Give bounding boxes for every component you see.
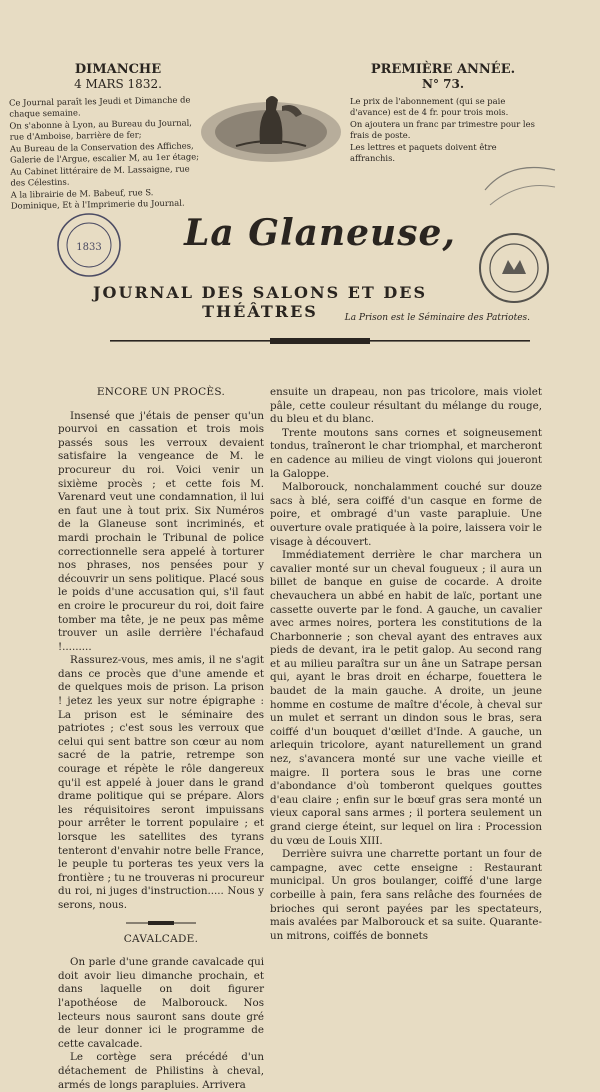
corner-stamp-icon — [480, 160, 560, 220]
article-paragraph: Derrière suivra une charrette portant un four de campagne, avec cette enseigne : Restaurant municipal. Un gros boulanger, coiffé d'une large corbeille à pain, fera sans relâche des fournées de brioches qui seront payées par les spectateurs, mais avalées par Malborouck et sa suite. Quarante-un mitrons, coiffés de bonnets — [270, 848, 542, 942]
royal-stamp-icon — [476, 230, 552, 306]
gleaner-vignette-icon — [196, 86, 346, 170]
header-rule — [110, 338, 530, 344]
article-paragraph: Immédiatement derrière le char marchera un cavalier monté sur un cheval fougueux ; il aura un billet de banque en guise de cocarde. A droite chevauchera un abbé en habit de laïc, portant une cassette ouverte par le fond. A gauche, un cavalier avec armes noires, portera les constitutions de la Charbonnerie ; son cheval ayant des entraves aux pieds de devant, ira le petit galop. Au second rang et au milieu paraîtra sur un âne un Satrape persan qui, ayant le bras droit en écharpe, fouettera le baudet de la main gauche. A droite, un jeune homme en costume de maître d'école, à cheval sur un mulet et serrant un dindon sous le bras, sera coiffé d'un bouquet d'œillet d'Inde. A gauche, un arlequin tricolore, ayant naturellement un grand nez, s'avancera monté sur une vache vieille et maigre. Il portera sous le bras une corne d'abondance d'où tomberont quelques gouttes d'eau claire ; enfin sur le bœuf gras sera monté un vieux caporal sans armes ; il portera seulement un grand cierge éteint, sur lequel on lira : Procession du vœu de Louis XIII. — [270, 549, 542, 847]
article-paragraph: Malborouck, nonchalamment couché sur douze sacs à blé, sera coiffé d'un casque en forme de poire, et ombragé d'un vaste parapluie. Une ouverture ovale pratiquée à la poire, laissera voir le visage à découvert. — [270, 481, 542, 548]
year-label: PREMIÈRE ANNÉE. — [370, 62, 516, 77]
article-paragraph: Le cortège sera précédé d'un détachement de Philistins à cheval, armés de longs parapluies. Arrivera — [58, 1051, 264, 1091]
left-info-line: Au Bureau de la Conservation des Affiches, Galerie de l'Argue, escalier M, au 1er étage; — [9, 140, 200, 165]
article-paragraph: Insensé que j'étais de penser qu'un pourvoi en cassation et trois mois passés sous les verroux devaient satisfaire la vengeance de M. le procureur du roi. Voici venir un sixième procès ; et cette fois M. Varenard veut une condamnation, il lui en faut une à tout prix. Six Numéros de la Glaneuse sont incriminés, et mardi prochain le Tribunal de police correctionnelle sera appelé à torturer nos phrases, nos pensées pour y découvrir un sens politique. Placé sous le poids d'une accusation qui, s'il faut en croire le procureur du roi, doit faire tomber ma tête, je ne peux pas même trouver un asile derrière l'échafaud !......... — [58, 409, 264, 653]
right-info-line: On ajoutera un franc par trimestre pour les frais de poste. — [350, 119, 535, 140]
article-paragraph: ensuite un drapeau, non pas tricolore, mais violet pâle, cette couleur résultant du mélange du rouge, du bleu et du blanc. — [270, 386, 542, 426]
newspaper-title: La Glaneuse, — [184, 212, 456, 254]
newspaper-motto: La Prison est le Séminaire des Patriotes. — [344, 313, 530, 323]
left-info-line: Au Cabinet littéraire de M. Lassaigne, rue des Célestins. — [10, 163, 190, 188]
date-label: DIMANCHE — [74, 62, 162, 77]
newspaper-subtitle: JOURNAL DES SALONS ET DES THÉÂTRES — [92, 283, 427, 321]
article-heading-cavalcade: CAVALCADE. — [123, 932, 199, 945]
article-paragraph: Rassurez-vous, mes amis, il ne s'agit dans ce procès que d'une amende et de quelques mois de prison. La prison ! jetez les yeux sur notre épigraphe : La prison est le séminaire des patriotes ; c'est sous les verroux que celui qui sent battre son cœur au nom sacré de la patrie, retrempe son courage et répète le rôle dangereux qu'il est appelé à jouer dans le grand drame politique qui se prépare. Alors les réquisitoires seront impuissans pour arrêter le torrent populaire ; et lorsque les satellites des tyrans tenteront d'envahir notre belle France, le peuple tu porteras tes yeux vers la frontière ; tu ne trouveras ni procureur du roi, ni juges d'instruction..... Nous y serons, nous. — [58, 654, 264, 911]
date-value: 4 MARS 1832. — [74, 77, 162, 91]
issue-number: N° 73. — [421, 77, 465, 91]
price-info — [350, 96, 540, 165]
article-heading-proces: ENCORE UN PROCÈS. — [96, 386, 226, 398]
right-column — [270, 386, 542, 943]
left-info-line: Ce Journal paraît les Jeudi et Dimanche de chaque semaine. — [9, 94, 191, 119]
issue-year — [368, 62, 518, 92]
article-paragraph: Trente moutons sans cornes et soigneusement tondus, traîneront le char triomphal, et marcheront en cadence au milieu de vingt violons qui joueront la Galoppe. — [270, 426, 542, 480]
subscription-info — [9, 94, 201, 212]
left-info-line: A la librairie de M. Babeuf, rue S. Dominique, Et à l'Imprimerie du Journal. — [10, 187, 185, 211]
stamp-value: 1833 — [76, 242, 102, 253]
tax-stamp-icon — [56, 212, 122, 278]
right-info-line: Le prix de l'abonnement (qui se paie d'avance) est de 4 fr. pour trois mois. — [350, 96, 509, 117]
left-column — [58, 386, 264, 1092]
left-info-line: On s'abonne à Lyon, au Bureau du Journal, rue d'Amboise, barrière de fer; — [9, 117, 192, 142]
section-divider — [126, 921, 196, 925]
article-paragraph: On parle d'une grande cavalcade qui doit avoir lieu dimanche prochain, et dans laquelle on doit figurer l'apothéose de Malborouck. Nos lecteurs nous sauront sans doute gré de leur donner ici le programme de cette cavalcade. — [58, 956, 264, 1050]
issue-date — [58, 62, 178, 92]
right-info-line: Les lettres et paquets doivent être affranchis. — [350, 142, 497, 163]
